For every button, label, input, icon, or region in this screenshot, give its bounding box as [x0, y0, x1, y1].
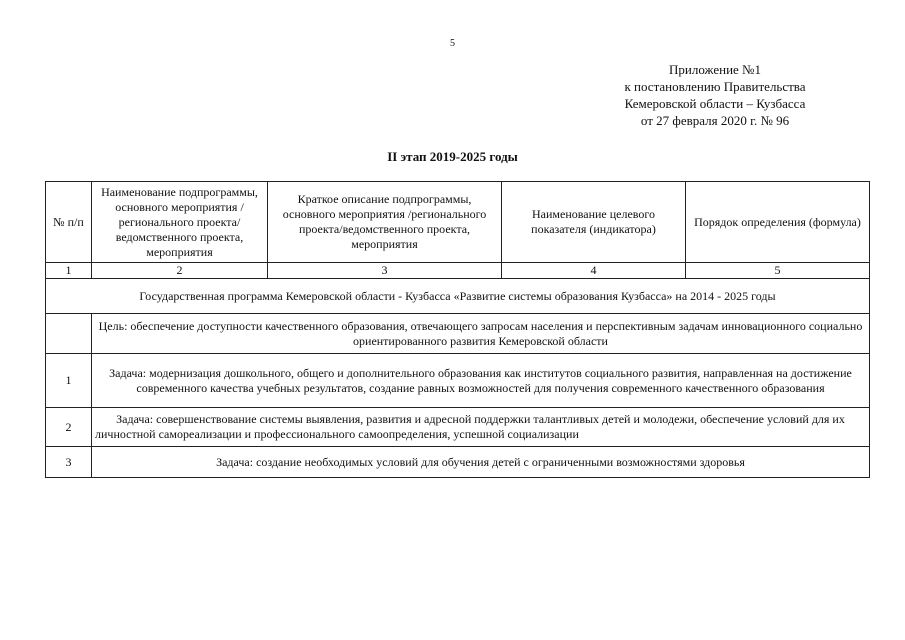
task-text: Задача: совершенствование системы выявления, развития и адресной поддержки талантливых детей и молодежи, обеспечение условий для их личностной самореализации и профессионального самоопределения, успешной социализации	[92, 408, 870, 447]
header-description: Краткое описание подпрограммы, основного мероприятия /регионального проекта/ведомственного проекта, мероприятия	[268, 182, 502, 263]
goal-number-cell	[46, 314, 92, 354]
task-number: 3	[46, 447, 92, 478]
task-row	[46, 354, 870, 408]
header-subprogram-name: Наименование подпрограммы, основного мероприятия /регионального проекта/ведомственного проекта, мероприятия	[92, 182, 268, 263]
header-number: № п/п	[46, 182, 92, 263]
column-number: 5	[686, 263, 870, 279]
column-number: 2	[92, 263, 268, 279]
goal-text: Цель: обеспечение доступности качественного образования, отвечающего запросам населения и перспективным задачам инновационного социально ориентированного развития Кемеровской области	[92, 314, 870, 354]
program-title-row	[46, 279, 870, 314]
header-indicator-name: Наименование целевого показателя (индикатора)	[502, 182, 686, 263]
appendix-region: Кемеровской области – Кузбасса	[624, 96, 806, 111]
column-number: 4	[502, 263, 686, 279]
task-row	[46, 408, 870, 447]
column-number: 1	[46, 263, 92, 279]
appendix-date: от 27 февраля 2020 г. № 96	[640, 113, 790, 128]
task-text: Задача: создание необходимых условий для обучения детей с ограниченными возможностями здоровья	[92, 447, 870, 478]
page-number: 5	[450, 38, 455, 49]
header-formula: Порядок определения (формула)	[686, 182, 870, 263]
task-number: 1	[46, 354, 92, 408]
task-number: 2	[46, 408, 92, 447]
column-number-row	[46, 263, 870, 279]
appendix-title: Приложение №1	[669, 62, 761, 77]
header-row	[46, 182, 870, 263]
appendix-header	[560, 61, 870, 129]
program-table	[45, 181, 870, 478]
program-title: Государственная программа Кемеровской области - Кузбасса «Развитие системы образования Кузбасса» на 2014 - 2025 годы	[46, 279, 870, 314]
goal-row	[46, 314, 870, 354]
task-row	[46, 447, 870, 478]
appendix-resolution: к постановлению Правительства	[624, 79, 806, 94]
column-number: 3	[268, 263, 502, 279]
task-text: Задача: модернизация дошкольного, общего и дополнительного образования как институтов социального развития, направленная на достижение современного качества учебных результатов, создание равных возможностей для получения современного качественного образования	[92, 354, 870, 408]
stage-title: II этап 2019-2025 годы	[387, 149, 518, 164]
